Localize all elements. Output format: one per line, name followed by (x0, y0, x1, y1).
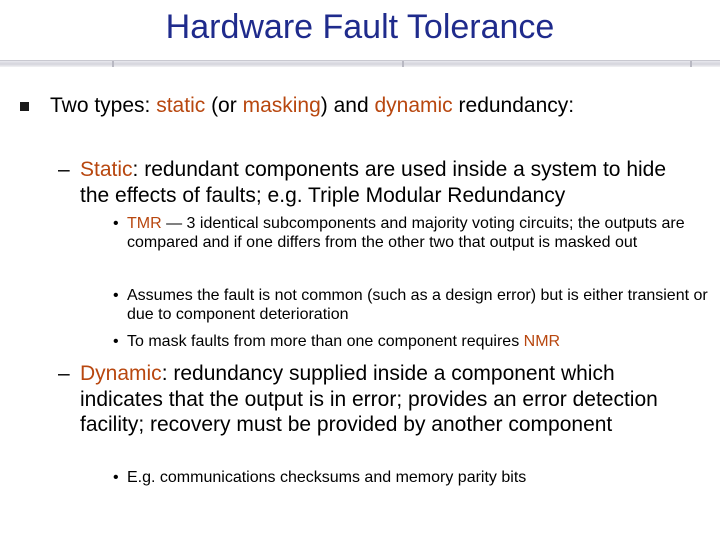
dash-bullet: – (58, 158, 70, 181)
dot-bullet: • (113, 287, 119, 304)
dot-bullet: • (113, 333, 119, 350)
sub-bullet-nmr-text: To mask faults from more than one component requires NMR (127, 333, 561, 350)
sub-bullet-eg-text: E.g. communications checksums and memory parity bits (127, 469, 527, 486)
slide-title: Hardware Fault Tolerance (165, 8, 555, 46)
sub-bullet-assumes-text: Assumes the fault is not common (such as a design error) but is either transient or due to component deterioration (127, 287, 708, 323)
square-bullet-icon (20, 102, 29, 111)
dash-bullet: – (58, 362, 70, 385)
dot-bullet: • (113, 215, 119, 232)
dot-bullet: • (113, 469, 119, 486)
bullet-types-text: Two types: static (or masking) and dynamic redundancy: (50, 94, 575, 117)
bullet-static-text: Static: redundant components are used inside a system to hide the effects of faults; e.g. Triple Modular Redundancy (80, 158, 667, 207)
sub-bullet-tmr-text: TMR — 3 identical subcomponents and majority voting circuits; the outputs are compared and if one differs from the other two that output is masked out (127, 215, 685, 251)
bullet-dynamic-text: Dynamic: redundancy supplied inside a component which indicates that the output is in error; provides an error detection facility; recovery must be provided by another component (80, 362, 658, 436)
